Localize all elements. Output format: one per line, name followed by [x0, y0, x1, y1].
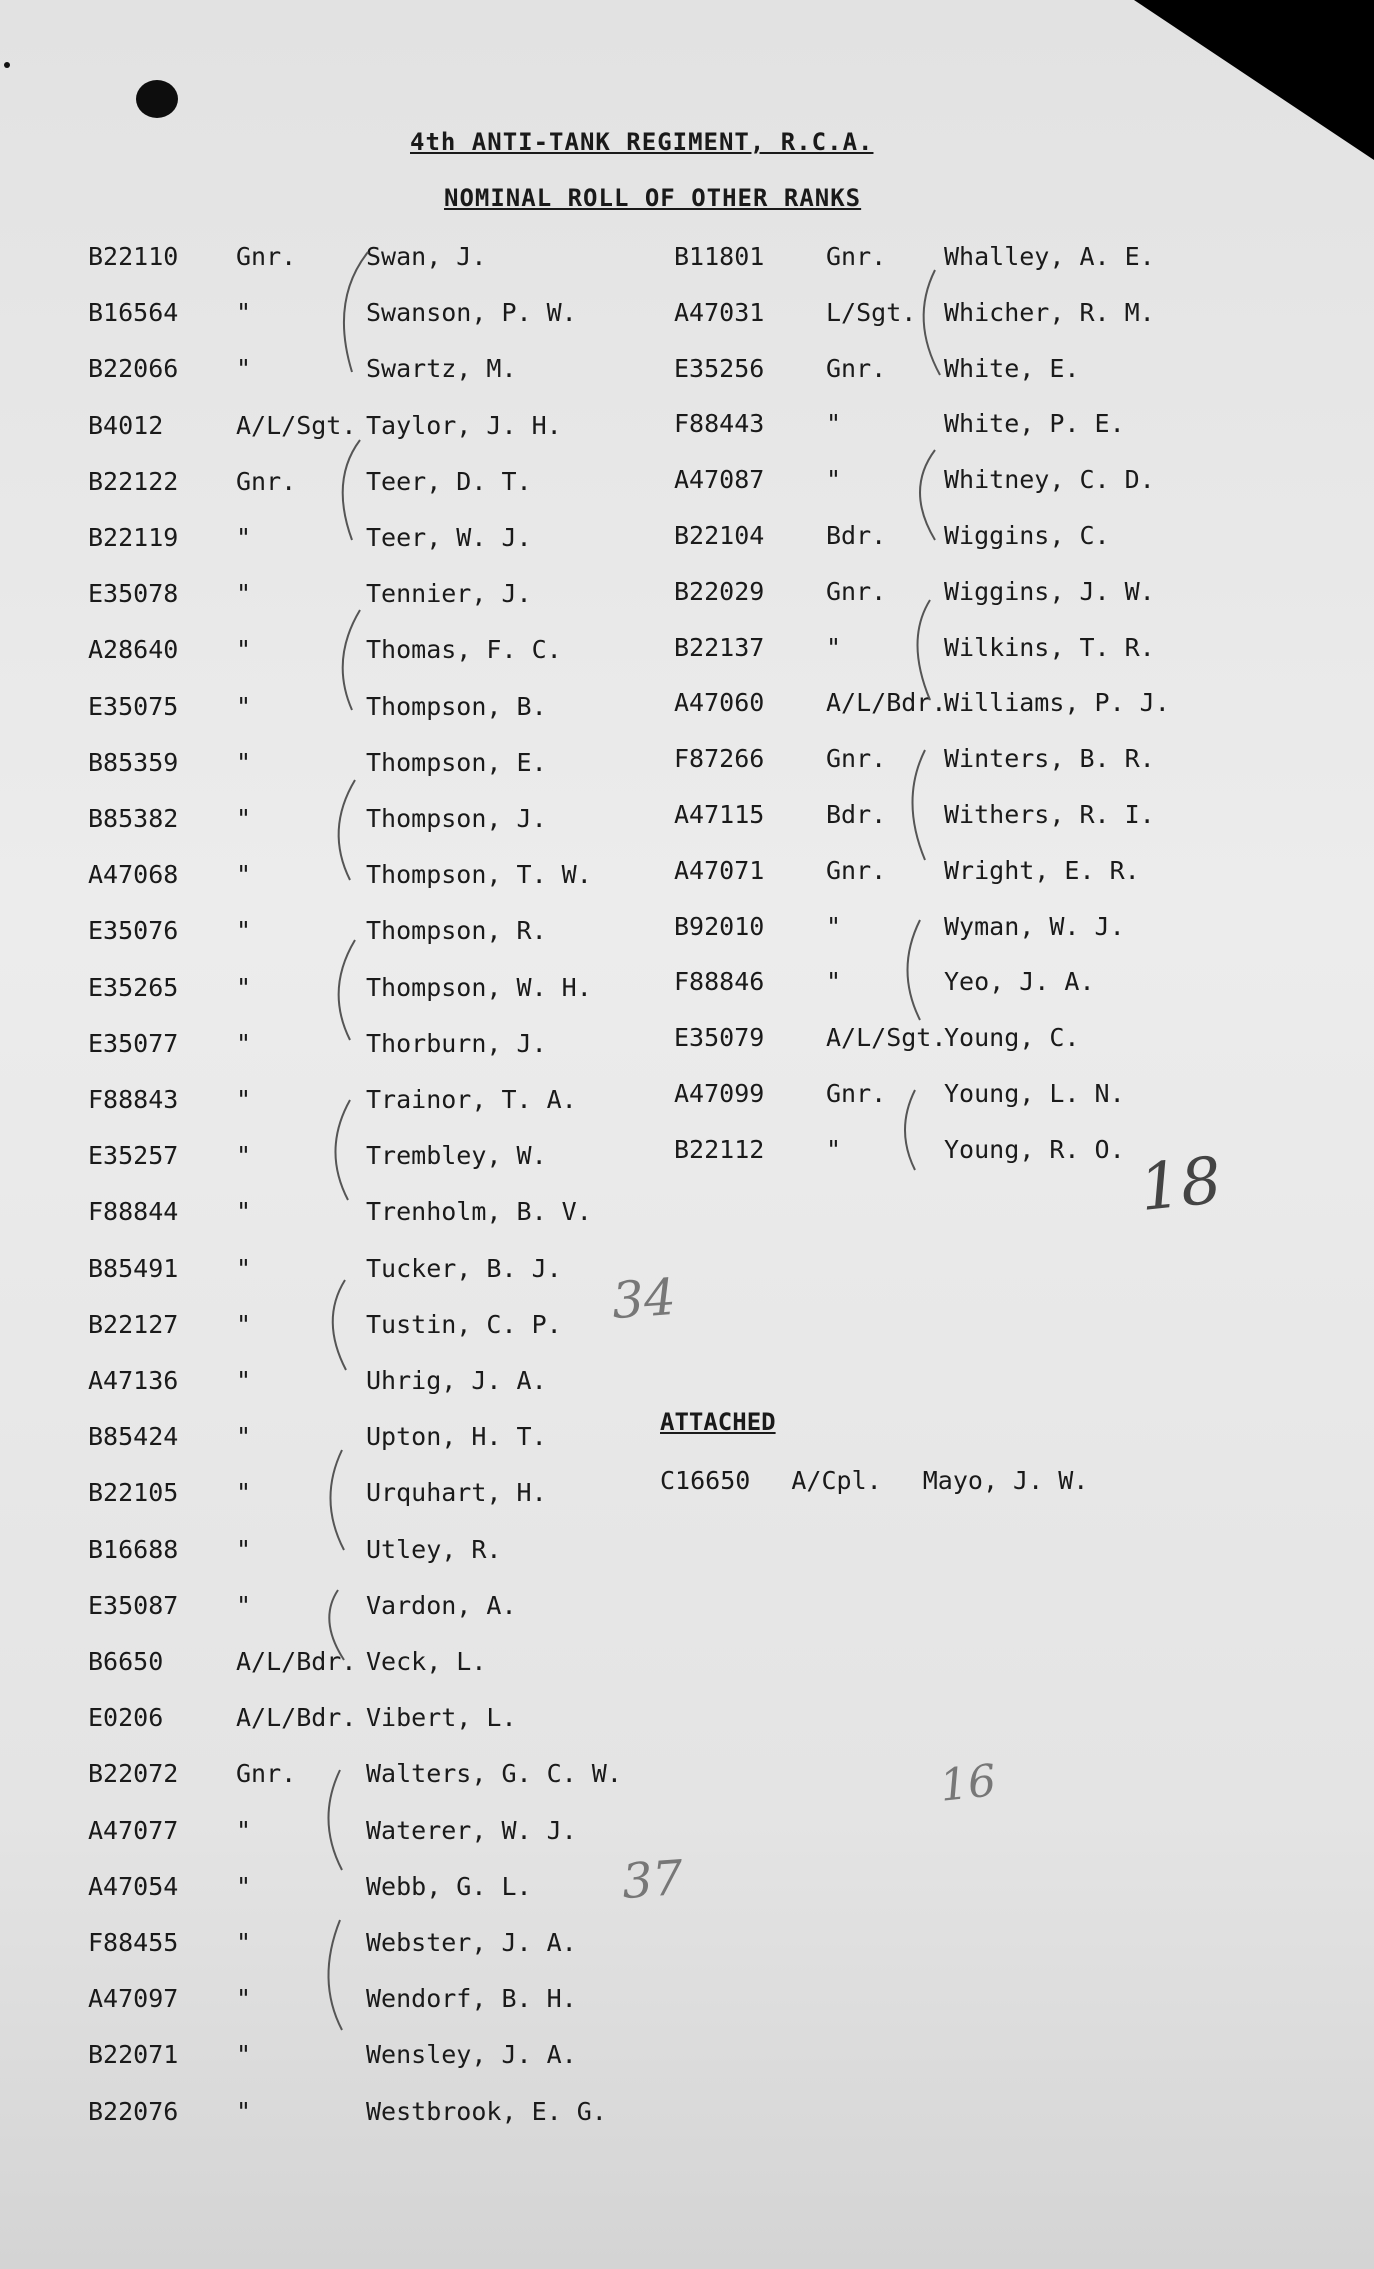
rank: A/L/Bdr.: [826, 688, 947, 718]
rank: ": [236, 860, 252, 890]
soldier-name: Tennier, J.: [366, 579, 532, 609]
service-number: E0206: [88, 1703, 164, 1733]
soldier-name: Young, C.: [944, 1023, 1080, 1053]
rank: ": [236, 1197, 252, 1227]
punch-hole: [136, 80, 178, 118]
bracket-mark: [920, 450, 935, 540]
attached-rank: A/Cpl.: [791, 1466, 882, 1495]
soldier-name: Thompson, J.: [366, 804, 547, 833]
bracket-mark: [924, 270, 940, 375]
soldier-name: Tucker, B. J.: [366, 1253, 562, 1283]
service-number: B22112: [674, 1134, 765, 1164]
handwritten-count-left-3: 37: [620, 1849, 685, 1911]
service-number: B22105: [88, 1478, 179, 1508]
bracket-mark: [339, 940, 355, 1040]
rank: Gnr.: [826, 576, 887, 606]
service-number: B22076: [88, 2096, 179, 2126]
service-number: B6650: [88, 1647, 164, 1676]
ink-dot: [4, 62, 10, 68]
rank: ": [236, 1815, 252, 1845]
soldier-name: Young, R. O.: [944, 1134, 1125, 1164]
service-number: B22137: [674, 632, 765, 662]
service-number: B22110: [88, 242, 179, 271]
rank: ": [236, 1253, 252, 1283]
soldier-name: Thomas, F. C.: [366, 635, 562, 665]
service-number: B22071: [88, 2040, 179, 2070]
service-number: F87266: [674, 744, 765, 774]
service-number: A47136: [88, 1366, 179, 1395]
document-title: 4th ANTI-TANK REGIMENT, R.C.A.: [410, 128, 874, 156]
soldier-name: Trembley, W.: [366, 1141, 547, 1171]
service-number: A47031: [674, 297, 765, 327]
scan-corner-shadow: [1134, 0, 1374, 160]
rank: ": [236, 1928, 252, 1957]
rank: ": [236, 916, 252, 946]
soldier-name: Wiggins, J. W.: [944, 576, 1155, 606]
service-number: B16564: [88, 298, 179, 328]
rank: ": [236, 2040, 252, 2070]
rank: ": [826, 911, 842, 941]
service-number: A47068: [88, 860, 179, 890]
rank: ": [236, 354, 252, 384]
service-number: E35075: [88, 691, 179, 721]
handwritten-count-right: 18: [1136, 1143, 1226, 1227]
soldier-name: Walters, G. C. W.: [366, 1759, 622, 1789]
soldier-name: Swanson, P. W.: [366, 298, 577, 328]
bracket-mark: [339, 780, 355, 880]
rank: ": [236, 747, 252, 777]
rank: ": [236, 1422, 252, 1452]
soldier-name: Whicher, R. M.: [944, 297, 1155, 327]
bracket-mark: [333, 1280, 346, 1370]
soldier-name: Withers, R. I.: [944, 800, 1155, 829]
handwritten-count-left-2: 16: [937, 1755, 999, 1812]
attached-entry: [660, 1466, 1114, 1495]
soldier-name: Webster, J. A.: [366, 1928, 577, 1957]
bracket-mark: [328, 1770, 342, 1870]
rank: A/L/Sgt.: [236, 410, 357, 440]
service-number: B16688: [88, 1534, 179, 1564]
service-number: F88846: [674, 967, 765, 997]
service-number: E35077: [88, 1028, 179, 1058]
service-number: A47054: [88, 1871, 179, 1901]
rank: ": [236, 298, 252, 328]
soldier-name: Thompson, T. W.: [366, 860, 592, 890]
bracket-mark: [330, 1450, 344, 1550]
service-number: A47099: [674, 1079, 765, 1108]
soldier-name: Wensley, J. A.: [366, 2040, 577, 2070]
soldier-name: Waterer, W. J.: [366, 1815, 577, 1845]
rank: ": [236, 1534, 252, 1564]
soldier-name: Wilkins, T. R.: [944, 632, 1155, 662]
service-number: E35265: [88, 972, 179, 1002]
soldier-name: Wyman, W. J.: [944, 911, 1125, 941]
soldier-name: White, P. E.: [944, 409, 1125, 439]
rank: Gnr.: [236, 242, 297, 271]
rank: Gnr.: [826, 855, 887, 885]
rank: ": [826, 632, 842, 662]
soldier-name: Vibert, L.: [366, 1703, 517, 1733]
service-number: B22104: [674, 521, 765, 550]
soldier-name: Yeo, J. A.: [944, 967, 1095, 997]
soldier-name: Trainor, T. A.: [366, 1085, 577, 1114]
soldier-name: Westbrook, E. G.: [366, 2096, 607, 2126]
service-number: E35076: [88, 916, 179, 946]
rank: A/L/Sgt.: [826, 1023, 947, 1053]
soldier-name: Wiggins, C.: [944, 521, 1110, 550]
rank: A/L/Bdr.: [236, 1647, 357, 1676]
soldier-name: Teer, W. J.: [366, 523, 532, 552]
service-number: B22066: [88, 354, 179, 384]
soldier-name: Wendorf, B. H.: [366, 1984, 577, 2014]
service-number: B22119: [88, 523, 179, 552]
soldier-name: Whalley, A. E.: [944, 242, 1155, 271]
service-number: E35087: [88, 1590, 179, 1620]
rank: ": [236, 523, 252, 552]
rank: ": [236, 1309, 252, 1339]
service-number: B85424: [88, 1422, 179, 1452]
service-number: A47077: [88, 1815, 179, 1845]
rank: ": [236, 579, 252, 609]
soldier-name: Uhrig, J. A.: [366, 1366, 547, 1395]
rank: ": [826, 967, 842, 997]
rank: ": [236, 691, 252, 721]
rank: ": [236, 1478, 252, 1508]
rank: Gnr.: [826, 242, 887, 271]
rank: Bdr.: [826, 521, 887, 550]
rank: ": [826, 465, 842, 495]
rank: ": [826, 1134, 842, 1164]
service-number: B22072: [88, 1759, 179, 1789]
rank: ": [236, 1028, 252, 1058]
soldier-name: Thompson, E.: [366, 747, 547, 777]
rank: ": [826, 409, 842, 439]
bracket-mark: [335, 1100, 350, 1200]
service-number: B92010: [674, 911, 765, 941]
soldier-name: White, E.: [944, 353, 1080, 383]
soldier-name: Webb, G. L.: [366, 1871, 532, 1901]
rank: ": [236, 1590, 252, 1620]
service-number: B22127: [88, 1309, 179, 1339]
attached-heading: ATTACHED: [660, 1408, 776, 1436]
soldier-name: Whitney, C. D.: [944, 465, 1155, 495]
soldier-name: Thompson, B.: [366, 691, 547, 721]
service-number: F88443: [674, 409, 765, 439]
service-number: F88843: [88, 1085, 179, 1114]
soldier-name: Taylor, J. H.: [366, 410, 562, 440]
service-number: B11801: [674, 242, 765, 271]
rank: Gnr.: [826, 1079, 887, 1108]
bracket-mark: [905, 1090, 915, 1170]
service-number: F88844: [88, 1197, 179, 1227]
service-number: E35256: [674, 353, 765, 383]
soldier-name: Teer, D. T.: [366, 466, 532, 496]
service-number: B85491: [88, 1253, 179, 1283]
service-number: E35078: [88, 579, 179, 609]
service-number: E35257: [88, 1141, 179, 1171]
soldier-name: Urquhart, H.: [366, 1478, 547, 1508]
rank: A/L/Bdr.: [236, 1703, 357, 1733]
bracket-mark: [908, 920, 921, 1020]
service-number: B4012: [88, 410, 164, 440]
soldier-name: Thorburn, J.: [366, 1028, 547, 1058]
service-number: B85359: [88, 747, 179, 777]
soldier-name: Williams, P. J.: [944, 688, 1170, 718]
soldier-name: Swan, J.: [366, 242, 487, 271]
rank: Gnr.: [826, 744, 887, 774]
soldier-name: Upton, H. T.: [366, 1422, 547, 1452]
soldier-name: Trenholm, B. V.: [366, 1197, 592, 1227]
service-number: A47115: [674, 800, 765, 829]
rank: ": [236, 1141, 252, 1171]
soldier-name: Wright, E. R.: [944, 855, 1140, 885]
rank: ": [236, 972, 252, 1002]
handwritten-count-left-1: 34: [610, 1267, 678, 1331]
service-number: B85382: [88, 804, 179, 833]
attached-name: Mayo, J. W.: [922, 1466, 1089, 1495]
soldier-name: Swartz, M.: [366, 354, 517, 384]
service-number: F88455: [88, 1928, 179, 1957]
rank: ": [236, 1366, 252, 1395]
rank: L/Sgt.: [826, 297, 917, 327]
bracket-mark: [343, 610, 360, 710]
soldier-name: Winters, B. R.: [944, 744, 1155, 774]
service-number: B22029: [674, 576, 765, 606]
soldier-name: Young, L. N.: [944, 1079, 1125, 1108]
rank: ": [236, 1085, 252, 1114]
soldier-name: Thompson, R.: [366, 916, 547, 946]
service-number: A47097: [88, 1984, 179, 2014]
service-number: A47060: [674, 688, 765, 718]
rank: ": [236, 1984, 252, 2014]
soldier-name: Utley, R.: [366, 1534, 502, 1564]
soldier-name: Vardon, A.: [366, 1590, 517, 1620]
service-number: A47087: [674, 465, 765, 495]
rank: Gnr.: [826, 353, 887, 383]
service-number: B22122: [88, 466, 179, 496]
soldier-name: Tustin, C. P.: [366, 1309, 562, 1339]
rank: ": [236, 804, 252, 833]
bracket-mark: [913, 750, 926, 860]
rank: ": [236, 2096, 252, 2126]
service-number: A47071: [674, 855, 765, 885]
rank: Gnr.: [236, 1759, 297, 1789]
bracket-mark: [343, 440, 360, 540]
soldier-name: Veck, L.: [366, 1647, 487, 1676]
document-subtitle: NOMINAL ROLL OF OTHER RANKS: [444, 184, 862, 212]
rank: Gnr.: [236, 466, 297, 496]
service-number: A28640: [88, 635, 179, 665]
rank: Bdr.: [826, 800, 887, 829]
rank: ": [236, 1871, 252, 1901]
rank: ": [236, 635, 252, 665]
bracket-mark: [344, 252, 368, 372]
soldier-name: Thompson, W. H.: [366, 972, 592, 1002]
bracket-mark: [328, 1920, 342, 2030]
service-number: E35079: [674, 1023, 765, 1053]
attached-number: C16650: [660, 1466, 751, 1495]
bracket-mark: [918, 600, 931, 700]
